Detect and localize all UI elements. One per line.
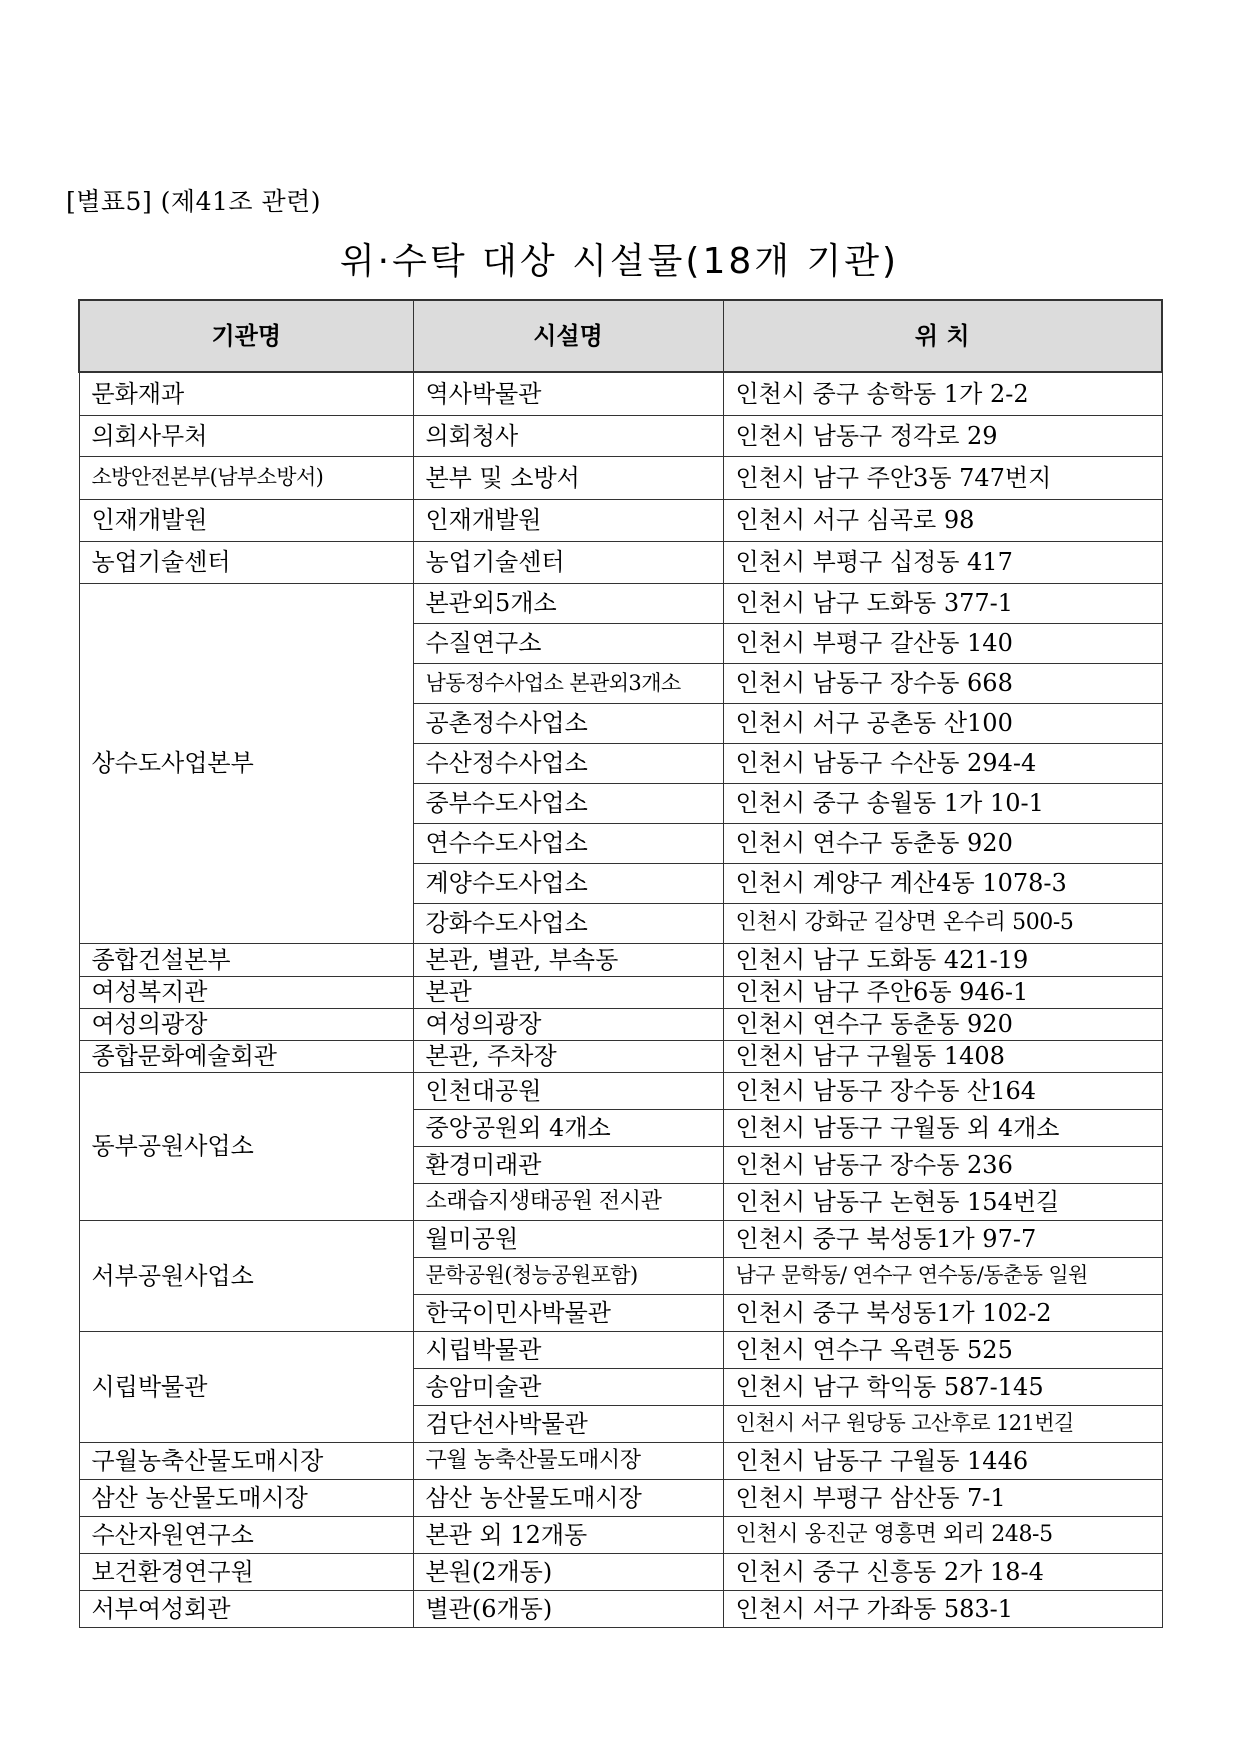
location-cell: 인천시 중구 북성동1가 102-2: [723, 1294, 1162, 1331]
facility-cell: 구월 농축산물도매시장: [413, 1442, 723, 1479]
table-row: [79, 583, 1162, 623]
table-header-row: [79, 300, 1162, 372]
header-facility: 시설명: [413, 300, 723, 372]
facility-cell: 연수수도사업소: [413, 823, 723, 863]
facility-cell: 한국이민사박물관: [413, 1294, 723, 1331]
table-row: [79, 415, 1162, 456]
table-row: [79, 541, 1162, 583]
annex-reference: [별표5] (제41조 관련): [66, 187, 322, 216]
agency-cell: 문화재과: [79, 372, 413, 415]
table-row: [79, 1072, 1162, 1109]
table-row: [79, 1590, 1162, 1627]
location-cell: 인천시 남동구 장수동 668: [723, 663, 1162, 703]
facility-cell: 환경미래관: [413, 1146, 723, 1183]
facility-cell: 남동정수사업소 본관외3개소: [413, 663, 723, 703]
facility-cell: 시립박물관: [413, 1331, 723, 1368]
location-cell: 인천시 남동구 수산동 294-4: [723, 743, 1162, 783]
location-cell: 인천시 부평구 갈산동 140: [723, 623, 1162, 663]
facility-cell: 소래습지생태공원 전시관: [413, 1183, 723, 1220]
agency-cell: 소방안전본부(남부소방서): [79, 456, 413, 499]
facility-cell: 본원(2개동): [413, 1553, 723, 1590]
agency-cell: 의회사무처: [79, 415, 413, 456]
agency-cell: 수산자원연구소: [79, 1516, 413, 1553]
facility-cell: 여성의광장: [413, 1008, 723, 1040]
facility-cell: 의회청사: [413, 415, 723, 456]
facility-cell: 본관외5개소: [413, 583, 723, 623]
location-cell: 인천시 남동구 구월동 외 4개소: [723, 1109, 1162, 1146]
location-cell: 인천시 남동구 구월동 1446: [723, 1442, 1162, 1479]
page-title: 위·수탁 대상 시설물(18개 기관): [339, 241, 900, 282]
facility-cell: 수산정수사업소: [413, 743, 723, 783]
location-cell: 인천시 옹진군 영흥면 외리 248-5: [723, 1516, 1162, 1553]
table-row: [79, 1331, 1162, 1368]
location-cell: 인천시 남구 도화동 377-1: [723, 583, 1162, 623]
agency-cell: 종합건설본부: [79, 943, 413, 976]
location-cell: 인천시 서구 심곡로 98: [723, 499, 1162, 541]
location-cell: 인천시 남동구 장수동 산164: [723, 1072, 1162, 1109]
facility-cell: 본관 외 12개동: [413, 1516, 723, 1553]
table-row: [79, 372, 1162, 415]
table-row: [79, 1008, 1162, 1040]
facility-cell: 강화수도사업소: [413, 903, 723, 943]
table-row: [79, 976, 1162, 1008]
agency-cell: 상수도사업본부: [79, 583, 413, 943]
agency-cell: 인재개발원: [79, 499, 413, 541]
facility-cell: 농업기술센터: [413, 541, 723, 583]
facility-cell: 별관(6개동): [413, 1590, 723, 1627]
table-row: [79, 1040, 1162, 1072]
location-cell: 인천시 중구 송월동 1가 10-1: [723, 783, 1162, 823]
location-cell: 인천시 남구 학익동 587-145: [723, 1368, 1162, 1405]
agency-cell: 삼산 농산물도매시장: [79, 1479, 413, 1516]
location-cell: 인천시 중구 송학동 1가 2-2: [723, 372, 1162, 415]
table-row: [79, 1442, 1162, 1479]
facility-cell: 월미공원: [413, 1220, 723, 1257]
table-row: [79, 1479, 1162, 1516]
location-cell: 인천시 계양구 계산4동 1078-3: [723, 863, 1162, 903]
facility-cell: 계양수도사업소: [413, 863, 723, 903]
agency-cell: 여성복지관: [79, 976, 413, 1008]
facility-cell: 송암미술관: [413, 1368, 723, 1405]
facility-cell: 인재개발원: [413, 499, 723, 541]
table-row: [79, 943, 1162, 976]
table-row: [79, 456, 1162, 499]
location-cell: 인천시 연수구 동춘동 920: [723, 823, 1162, 863]
facility-cell: 검단선사박물관: [413, 1405, 723, 1442]
facility-cell: 중앙공원외 4개소: [413, 1109, 723, 1146]
facility-cell: 중부수도사업소: [413, 783, 723, 823]
location-cell: 인천시 남구 구월동 1408: [723, 1040, 1162, 1072]
agency-cell: 서부공원사업소: [79, 1220, 413, 1331]
agency-cell: 종합문화예술회관: [79, 1040, 413, 1072]
location-cell: 인천시 부평구 십정동 417: [723, 541, 1162, 583]
agency-cell: 보건환경연구원: [79, 1553, 413, 1590]
location-cell: 인천시 연수구 옥련동 525: [723, 1331, 1162, 1368]
agency-cell: 농업기술센터: [79, 541, 413, 583]
location-cell: 인천시 남동구 정각로 29: [723, 415, 1162, 456]
facility-cell: 공촌정수사업소: [413, 703, 723, 743]
location-cell: 인천시 중구 신흥동 2가 18-4: [723, 1553, 1162, 1590]
location-cell: 인천시 남구 주안6동 946-1: [723, 976, 1162, 1008]
agency-cell: 여성의광장: [79, 1008, 413, 1040]
table-row: [79, 1553, 1162, 1590]
header-location: 위 치: [723, 300, 1162, 372]
location-cell: 인천시 서구 가좌동 583-1: [723, 1590, 1162, 1627]
location-cell: 남구 문학동/ 연수구 연수동/동춘동 일원: [723, 1257, 1162, 1294]
table-row: [79, 499, 1162, 541]
location-cell: 인천시 남구 도화동 421-19: [723, 943, 1162, 976]
facility-cell: 삼산 농산물도매시장: [413, 1479, 723, 1516]
location-cell: 인천시 서구 공촌동 산100: [723, 703, 1162, 743]
facility-cell: 본관, 주차장: [413, 1040, 723, 1072]
table-row: [79, 1516, 1162, 1553]
facility-cell: 본관: [413, 976, 723, 1008]
location-cell: 인천시 남동구 논현동 154번길: [723, 1183, 1162, 1220]
location-cell: 인천시 남동구 장수동 236: [723, 1146, 1162, 1183]
facility-cell: 역사박물관: [413, 372, 723, 415]
location-cell: 인천시 서구 원당동 고산후로 121번길: [723, 1405, 1162, 1442]
agency-cell: 구월농축산물도매시장: [79, 1442, 413, 1479]
agency-cell: 서부여성회관: [79, 1590, 413, 1627]
header-agency: 기관명: [79, 300, 413, 372]
agency-cell: 동부공원사업소: [79, 1072, 413, 1220]
facility-cell: 수질연구소: [413, 623, 723, 663]
location-cell: 인천시 중구 북성동1가 97-7: [723, 1220, 1162, 1257]
location-cell: 인천시 남구 주안3동 747번지: [723, 456, 1162, 499]
location-cell: 인천시 연수구 동춘동 920: [723, 1008, 1162, 1040]
location-cell: 인천시 부평구 삼산동 7-1: [723, 1479, 1162, 1516]
facility-cell: 본관, 별관, 부속동: [413, 943, 723, 976]
agency-cell: 시립박물관: [79, 1331, 413, 1442]
facility-table: [78, 299, 1163, 1628]
facility-cell: 문학공원(청능공원포함): [413, 1257, 723, 1294]
facility-cell: 인천대공원: [413, 1072, 723, 1109]
table-row: [79, 1220, 1162, 1257]
location-cell: 인천시 강화군 길상면 온수리 500-5: [723, 903, 1162, 943]
facility-cell: 본부 및 소방서: [413, 456, 723, 499]
